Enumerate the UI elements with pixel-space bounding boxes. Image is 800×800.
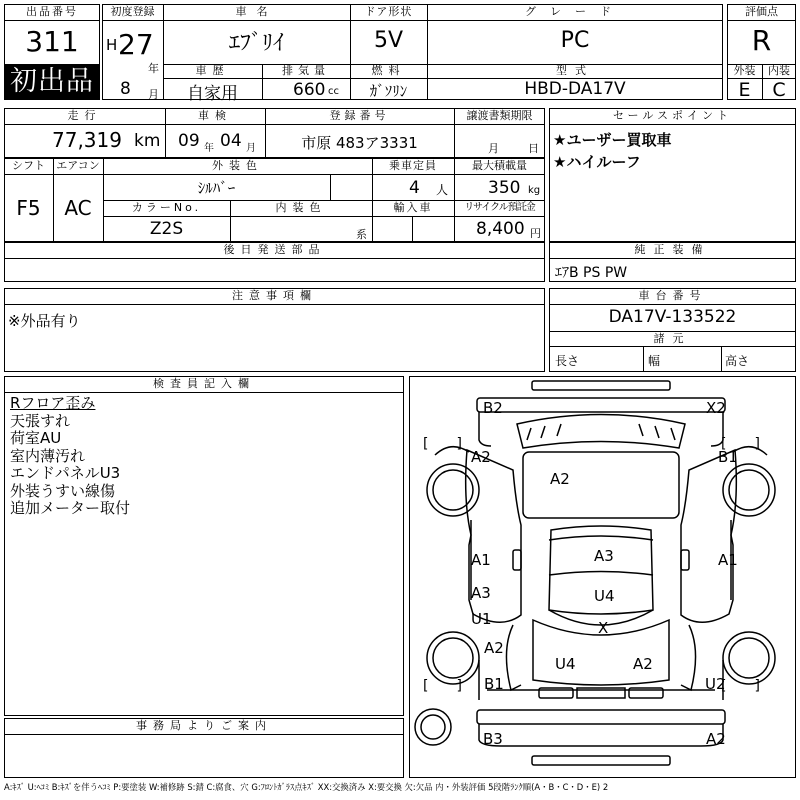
sales-points-label: セールスポイント	[612, 109, 732, 122]
interior-color-unit: 系	[356, 228, 367, 241]
model-label: 型式	[556, 64, 594, 77]
chassis-number: DA17V-133522	[608, 307, 737, 327]
bracket-right-1: [ ]	[721, 436, 760, 452]
score-label: 評価点	[745, 5, 778, 18]
interior-grade: C	[772, 79, 786, 101]
transfer-label: 譲渡書類期限	[466, 109, 533, 122]
inspector-notes	[10, 395, 130, 518]
interior-color-label: 内装色	[275, 201, 327, 214]
mark-a2-rear-right: A2	[633, 655, 653, 673]
exterior-label: 外装	[733, 64, 756, 77]
shift-label: シフト	[12, 159, 45, 172]
interior-label: 内装	[768, 64, 790, 77]
height-label: 高さ	[725, 354, 750, 368]
inspector-note-2: 天張すれ	[10, 411, 71, 430]
bracket-left-2: [ ]	[423, 678, 462, 694]
mileage-label: 走行	[67, 109, 102, 122]
capacity: 4	[409, 178, 420, 198]
mark-a2-rear-left: A2	[484, 639, 504, 657]
displacement-unit: cc	[328, 86, 339, 97]
first-reg-label: 初度登録	[110, 5, 155, 18]
mark-a3-center: A3	[594, 547, 614, 565]
recycle-unit: 円	[530, 227, 541, 240]
exterior-color: ｼﾙﾊﾞｰ	[197, 179, 236, 197]
import-label: 輸入車	[393, 201, 433, 214]
vehicle-outline	[410, 377, 795, 777]
exterior-grade: E	[738, 79, 751, 101]
displacement: 660	[293, 80, 326, 100]
length-label: 長さ	[555, 354, 580, 368]
inspector-note-5: エンドパネルU3	[10, 464, 121, 482]
shift: F5	[16, 196, 41, 220]
mark-b3: B3	[483, 730, 503, 748]
max-load-unit: kg	[528, 185, 541, 196]
lot-label: 出品番号	[26, 5, 78, 18]
first-listing-badge: 初出品	[5, 65, 99, 99]
grade-label: グレード	[525, 5, 625, 18]
inspection-month: 04	[220, 131, 242, 151]
max-load: 350	[488, 178, 521, 198]
caution-label: 注意事項欄	[232, 289, 317, 302]
equipment: ｴｱB PS PW	[555, 265, 628, 281]
mark-u2-rear-right: U2	[705, 675, 726, 693]
inspection-month-unit: 月	[246, 143, 256, 154]
transfer-month-unit: 月	[488, 142, 499, 155]
door-label: ドア形状	[364, 5, 413, 18]
bracket-right-2: [ ]	[721, 678, 760, 694]
car-name-label: 車名	[235, 5, 278, 18]
color-no: Z2S	[149, 219, 184, 239]
fuel-label: 燃料	[371, 64, 406, 77]
era: H	[106, 36, 118, 54]
model-code: HBD-DA17V	[524, 79, 626, 99]
inspection-label: 車検	[198, 109, 232, 122]
ac: AC	[64, 196, 92, 220]
mark-u4-rear: U4	[555, 655, 576, 673]
inspector-note-1: Rフロア歪み	[10, 394, 96, 412]
lot-number: 311	[25, 25, 79, 58]
mark-a1-right: A1	[718, 551, 738, 569]
capacity-unit: 人	[436, 183, 449, 197]
car-name: ｴﾌﾞﾘｲ	[228, 31, 284, 56]
plate-number: 市原 483ア3331	[301, 134, 418, 152]
transfer-day-unit: 日	[528, 142, 539, 155]
mark-a2-front-left: A2	[471, 448, 491, 466]
inspector-note-4: 室内薄汚れ	[10, 446, 86, 465]
legend: A:ｷｽﾞ U:ﾍｺﾐ B:ｷｽﾞを伴うﾍｺﾐ P:要塗装 W:補修跡 S:錆 C:腐食、穴 G:ﾌﾛﾝﾄｶﾞﾗｽ点ｷｽﾞ XX:交換済み X:要交換 欠:欠品 内・外装評価 5段階ﾗﾝｸ順(A・B・C・D・E) 2	[4, 782, 609, 792]
bracket-left-1: [ ]	[423, 436, 462, 452]
dimensions-label: 諸元	[653, 332, 692, 345]
exterior-color-label: 外装色	[212, 159, 263, 172]
mileage: 77,319	[52, 128, 122, 152]
ac-label: エアコン	[56, 159, 100, 172]
mark-u1-left: U1	[471, 610, 492, 628]
mark-a2-bottom: A2	[706, 730, 726, 748]
history-label: 車歴	[195, 64, 230, 77]
mark-b2: B2	[483, 399, 503, 417]
inspector-note-6: 外装うすい線傷	[10, 481, 116, 500]
door-type: 5V	[373, 28, 404, 53]
chassis-label: 車台番号	[638, 289, 707, 302]
damage-diagram	[409, 376, 796, 778]
width-label: 幅	[648, 354, 661, 368]
first-reg-month: 8	[120, 79, 131, 99]
recycle-fee: 8,400	[476, 219, 525, 239]
recycle-label: リサイクル預託金	[464, 202, 535, 213]
mark-a3-left: A3	[471, 584, 491, 602]
fuel: ｶﾞｿﾘﾝ	[369, 82, 408, 100]
mark-a2-roof: A2	[550, 470, 570, 488]
mark-b1-rear-left: B1	[484, 675, 504, 693]
displacement-label: 排気量	[282, 64, 330, 77]
mileage-unit: km	[134, 131, 161, 151]
mark-x-center: X	[598, 619, 609, 637]
color-no-label: カラーNo.	[131, 201, 202, 214]
sales-point-1: ★ユーザー買取車	[553, 131, 672, 149]
caution-note: ※外品有り	[8, 312, 81, 330]
equipment-label: 純正装備	[634, 243, 711, 256]
sales-point-2: ★ハイルーフ	[553, 153, 641, 171]
inspector-note-7: 追加メーター取付	[10, 499, 131, 517]
grade: PC	[560, 28, 590, 53]
mark-u4-center: U4	[594, 587, 615, 605]
inspection-year-unit: 年	[204, 143, 214, 154]
plate-label: 登録番号	[329, 109, 390, 122]
mark-a1-left: A1	[471, 551, 491, 569]
inspection-year: 09	[178, 131, 200, 151]
year-unit: 年	[148, 62, 159, 75]
month-unit: 月	[148, 88, 159, 101]
first-reg-year: 27	[118, 28, 154, 61]
office-label: 事務局よりご案内	[136, 719, 272, 732]
capacity-label: 乗車定員	[389, 159, 437, 172]
mark-b1-front-right: B1	[718, 448, 738, 466]
history: 自家用	[187, 84, 238, 104]
mark-x2: X2	[706, 399, 726, 417]
max-load-label: 最大積載量	[472, 159, 527, 172]
score: R	[751, 24, 772, 57]
inspector-note-3: 荷室AU	[10, 429, 62, 447]
inspector-label: 検査員記入欄	[153, 377, 255, 390]
later-parts-label: 後日発送部品	[223, 243, 326, 256]
